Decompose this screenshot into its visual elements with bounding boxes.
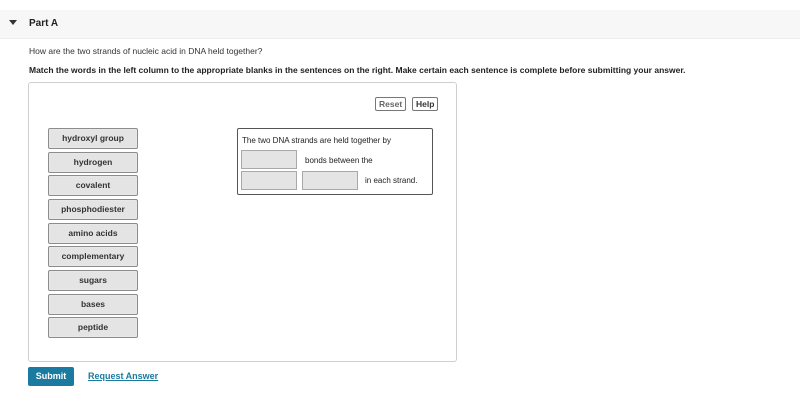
reset-button[interactable]: Reset [375,97,406,111]
blank-1[interactable] [241,150,297,169]
part-header[interactable] [0,10,800,39]
word-tile-sugars[interactable]: sugars [48,270,138,291]
sentence-part-2: bonds between the [305,156,373,165]
submit-button[interactable]: Submit [28,367,74,386]
blank-2[interactable] [241,171,297,190]
help-button[interactable]: Help [412,97,438,111]
question-text: How are the two strands of nucleic acid in DNA held together? [29,46,263,56]
instruction-text: Match the words in the left column to the appropriate blanks in the sentences on the right. Make certain each sentence is complete before submitting your answer. [29,65,686,75]
word-tile-peptide[interactable]: peptide [48,317,138,338]
word-tile-complementary[interactable]: complementary [48,246,138,267]
blank-3[interactable] [302,171,358,190]
word-tile-phosphodiester[interactable]: phosphodiester [48,199,138,220]
collapse-caret-icon[interactable] [9,20,17,25]
part-title: Part A [29,18,59,29]
word-tile-covalent[interactable]: covalent [48,175,138,196]
sentence-part-3: in each strand. [365,176,418,185]
word-tile-hydroxyl-group[interactable]: hydroxyl group [48,128,138,149]
sentence-box [237,128,433,195]
word-tile-hydrogen[interactable]: hydrogen [48,152,138,173]
sentence-part-1: The two DNA strands are held together by [242,136,391,145]
request-answer-link[interactable]: Request Answer [88,371,159,381]
matching-panel [28,82,457,362]
word-tile-amino-acids[interactable]: amino acids [48,223,138,244]
word-tile-bases[interactable]: bases [48,294,138,315]
